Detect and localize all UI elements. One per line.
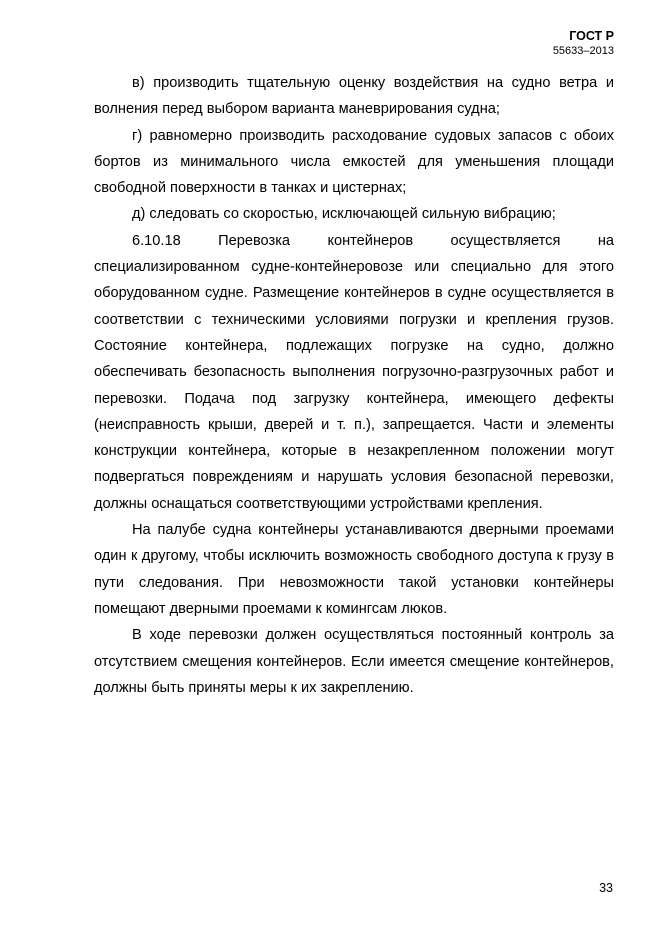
paragraph-item-v: в) производить тщательную оценку воздействия на судно ветра и волнения перед выбором варианта маневрирования судна;: [94, 75, 614, 118]
paragraph-item-d: д) следовать со скоростью, исключающей сильную вибрацию;: [132, 206, 556, 223]
paragraph-item-g: г) равномерно производить расходование судовых запасов с обоих бортов из минимального числа емкостей для уменьшения площади свободной поверхности в танках и цистернах;: [94, 127, 614, 197]
page-body: [94, 70, 614, 701]
standard-number: 55633–2013: [552, 45, 614, 57]
paragraph-deck-placement: На палубе судна контейнеры устанавливаются дверными проемами один к другому, чтобы исключить возможность свободного доступа к грузу в пути следования. При невозможности такой установки контейнеры помещают дверными проемами к комингсам люков.: [94, 522, 614, 617]
document-header: [553, 29, 614, 59]
paragraph-transport-control: В ходе перевозки должен осуществляться постоянный контроль за отсутствием смещения контейнеров. Если имеется смещение контейнеров, должны быть приняты меры к их закреплению.: [94, 627, 614, 696]
page-number: 33: [599, 881, 613, 895]
standard-title: ГОСТ Р: [569, 29, 614, 43]
paragraph-clause-6-10-18: 6.10.18 Перевозка контейнеров осуществляется на специализированном судне-контейнеровозе или специально для этого оборудованном судне. Размещение контейнеров в судне осуществляется в соответствии с техническими условиями погрузки и крепления грузов. Состояние контейнера, подлежащих погрузке на судно, должно обеспечивать безопасность выполнения погрузочно-разгрузочных работ и перевозки. Подача под загрузку контейнера, имеющего дефекты (неисправность крыши, дверей и т. п.), запрещается. Части и элементы конструкции контейнера, которые в незакрепленном положении могут подвергаться повреждениям и нарушать условия безопасной перевозки, должны оснащаться соответствующими устройствами крепления.: [94, 232, 614, 512]
